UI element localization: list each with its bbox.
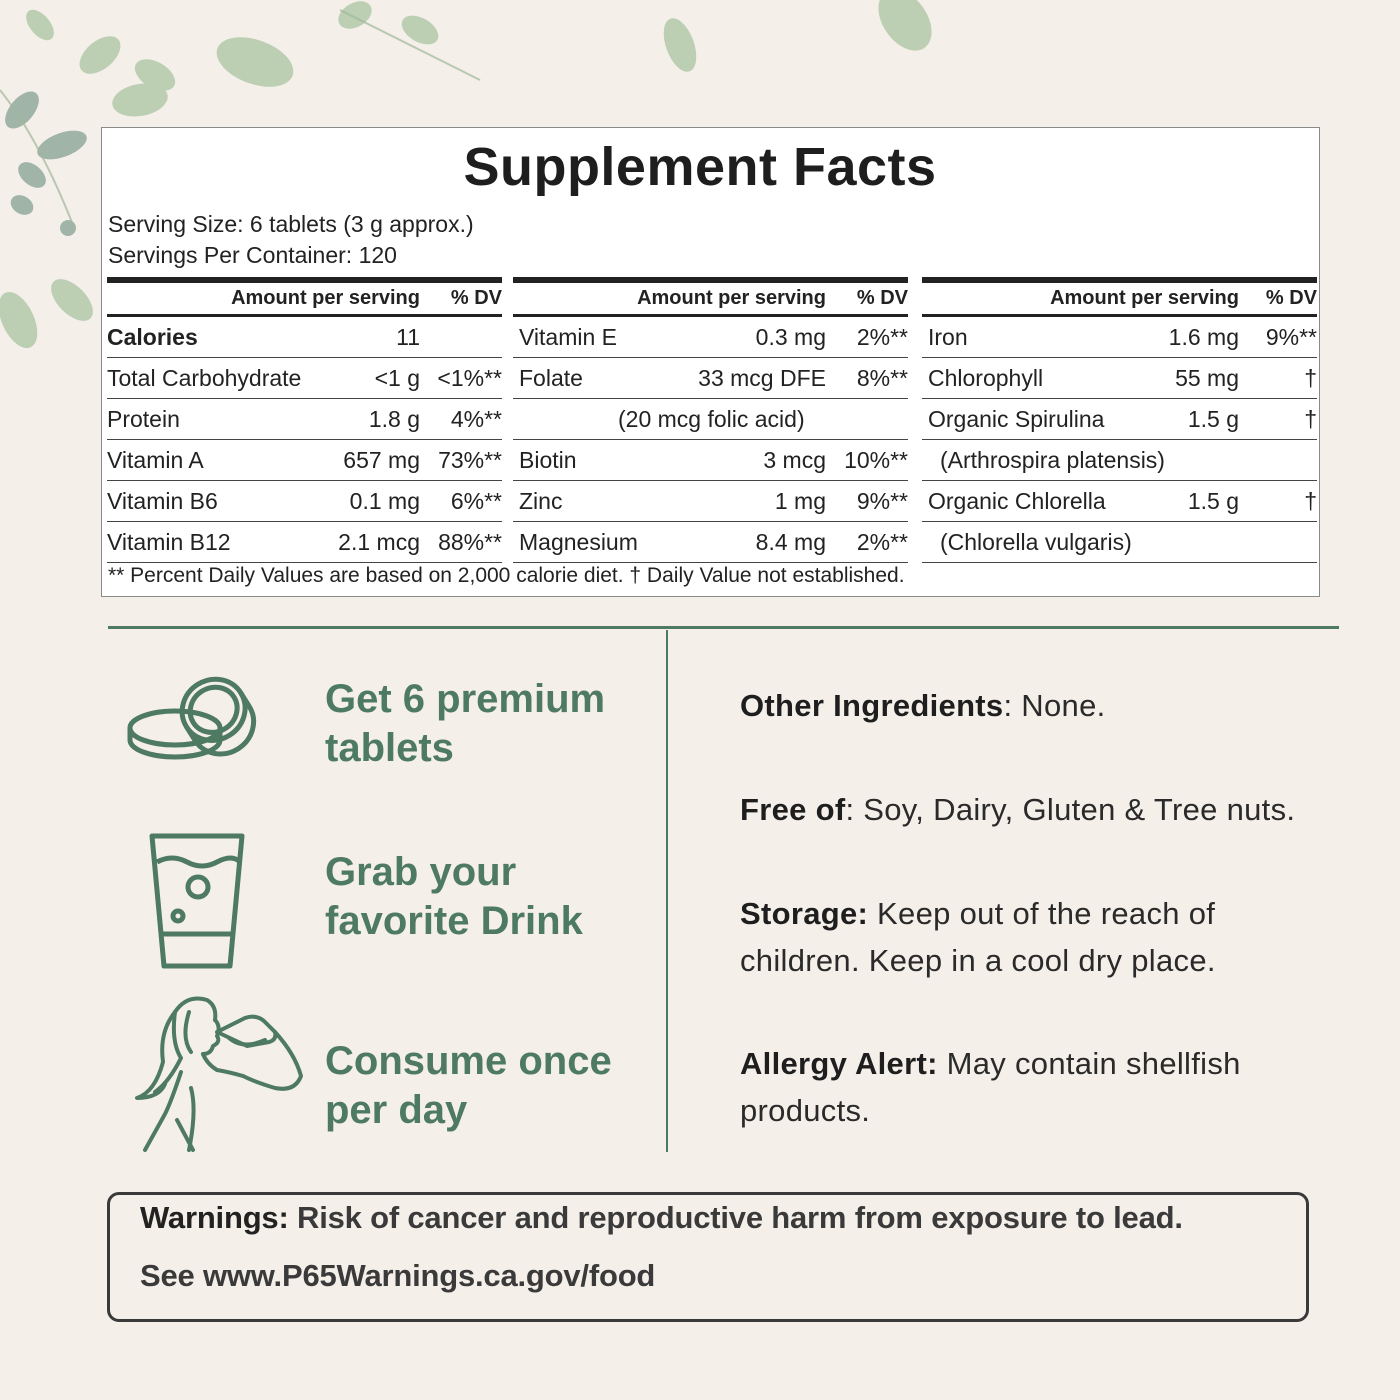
nutrient-row [107, 522, 502, 563]
nutrient-row [107, 440, 502, 481]
nutrient-dv: 9%** [856, 487, 908, 514]
facts-column-1 [107, 277, 502, 563]
nutrient-amount: 1 mg [774, 487, 826, 514]
nutrient-amount: 0.1 mg [349, 487, 420, 514]
other-ingredients-value: : None. [1003, 688, 1106, 723]
nutrient-dv: † [1304, 405, 1317, 432]
nutrient-name: Magnesium [519, 528, 638, 555]
nutrient-subnote [922, 522, 1317, 563]
nutrient-dv: 73%** [438, 446, 502, 473]
free-of [740, 786, 1340, 833]
free-of-label: Free of [740, 792, 846, 827]
facts-column-2 [513, 277, 908, 563]
other-ingredients [740, 682, 1340, 729]
nutrient-name: Total Carbohydrate [107, 364, 302, 391]
nutrient-name: Zinc [519, 487, 563, 514]
nutrient-row [922, 358, 1317, 399]
nutrient-row [107, 317, 502, 358]
dv-header: % DV [856, 287, 908, 309]
nutrient-amount: 1.5 g [1187, 487, 1239, 514]
nutrient-name: Folate [519, 364, 583, 391]
allergy-alert-label: Allergy Alert: [740, 1046, 938, 1081]
nutrient-name: Vitamin B6 [107, 487, 218, 514]
nutrient-amount: 1.6 mg [1168, 323, 1239, 350]
nutrient-name: Organic Chlorella [928, 487, 1106, 514]
nutrient-row [513, 440, 908, 481]
nutrient-dv: † [1304, 364, 1317, 391]
nutrient-row [513, 522, 908, 563]
warning-message: Risk of cancer and reproductive harm from exposure to lead. [288, 1200, 1183, 1235]
column-header [107, 283, 502, 317]
nutrient-dv: 2%** [856, 323, 908, 350]
nutrient-dv: 8%** [856, 364, 908, 391]
nutrient-row [107, 399, 502, 440]
woman-drinking-icon [125, 992, 310, 1152]
nutrient-amount: 33 mcg DFE [698, 364, 826, 391]
nutrient-row [513, 317, 908, 358]
nutrient-amount: 1.8 g [368, 405, 420, 432]
nutrient-dv: 9%** [1265, 323, 1317, 350]
nutrient-dv: <1%** [437, 364, 502, 391]
nutrient-name: Chlorophyll [928, 364, 1044, 391]
warning-text [140, 1200, 1183, 1236]
warning-label: Warnings: [140, 1200, 289, 1235]
nutrient-subnote [513, 399, 908, 440]
nutrient-row [922, 399, 1317, 440]
nutrient-row [513, 481, 908, 522]
free-of-value: : Soy, Dairy, Gluten & Tree nuts. [845, 792, 1296, 827]
column-header [513, 283, 908, 317]
column-divider [666, 630, 668, 1152]
nutrient-subnote-text: (Chlorella vulgaris) [940, 528, 1132, 555]
nutrient-amount: 0.3 mg [755, 323, 826, 350]
glass-of-water-icon [148, 832, 246, 970]
nutrient-dv: 10%** [844, 446, 908, 473]
nutrient-dv: 4%** [450, 405, 502, 432]
allergy-alert [740, 1040, 1310, 1134]
amount-header: Amount per serving [1050, 287, 1239, 309]
nutrient-amount: 1.5 g [1187, 405, 1239, 432]
nutrient-dv: † [1304, 487, 1317, 514]
nutrient-name: Vitamin B12 [107, 528, 231, 555]
dv-header: % DV [450, 287, 502, 309]
nutrient-dv: 6%** [450, 487, 502, 514]
step-consume-daily: Consume once per day [325, 1039, 612, 1132]
other-ingredients-label: Other Ingredients [740, 688, 1004, 723]
nutrient-name: Vitamin A [107, 446, 204, 473]
serving-size: Serving Size: 6 tablets (3 g approx.) [108, 211, 474, 237]
nutrient-name: Calories [107, 323, 198, 350]
nutrient-row [107, 481, 502, 522]
servings-per-container: Servings Per Container: 120 [108, 242, 397, 268]
nutrient-amount: 8.4 mg [755, 528, 826, 555]
facts-title: Supplement Facts [463, 137, 937, 197]
storage-value: Keep out of the reach of children. Keep in a cool dry place. [740, 896, 1216, 978]
nutrient-name: Iron [928, 323, 968, 350]
tablets-icon [125, 672, 265, 772]
warning-link: See www.P65Warnings.ca.gov/food [140, 1258, 656, 1293]
nutrient-dv: 2%** [856, 528, 908, 555]
nutrient-amount: <1 g [374, 364, 420, 391]
column-header [922, 283, 1317, 317]
nutrient-amount: 55 mg [1175, 364, 1239, 391]
nutrient-name: Protein [107, 405, 180, 432]
nutrient-subnote-text: (Arthrospira platensis) [940, 446, 1165, 473]
storage-label: Storage: [740, 896, 869, 931]
nutrient-amount: 2.1 mcg [338, 528, 420, 555]
step-grab-drink: Grab your favorite Drink [325, 850, 583, 943]
nutrient-row [922, 317, 1317, 358]
step-get-tablets: Get 6 premium tablets [325, 677, 606, 770]
facts-column-3 [922, 277, 1317, 563]
nutrient-subnote [922, 440, 1317, 481]
nutrient-name: Organic Spirulina [928, 405, 1105, 432]
nutrient-amount: 657 mg [343, 446, 420, 473]
storage [740, 890, 1300, 984]
nutrient-amount: 11 [396, 323, 420, 350]
nutrient-row [922, 481, 1317, 522]
dv-header: % DV [1265, 287, 1317, 309]
nutrient-row [107, 358, 502, 399]
nutrient-subnote-text: (20 mcg folic acid) [618, 405, 805, 432]
nutrient-dv: 88%** [438, 528, 502, 555]
facts-footnote: ** Percent Daily Values are based on 2,000 calorie diet. † Daily Value not established. [108, 564, 905, 587]
allergy-alert-value: May contain shellfish products. [740, 1046, 1241, 1128]
amount-header: Amount per serving [231, 287, 420, 309]
nutrient-row [513, 358, 908, 399]
nutrient-amount: 3 mcg [763, 446, 826, 473]
nutrient-name: Vitamin E [519, 323, 618, 350]
nutrient-name: Biotin [519, 446, 577, 473]
section-divider [108, 626, 1339, 629]
amount-header: Amount per serving [637, 287, 826, 309]
